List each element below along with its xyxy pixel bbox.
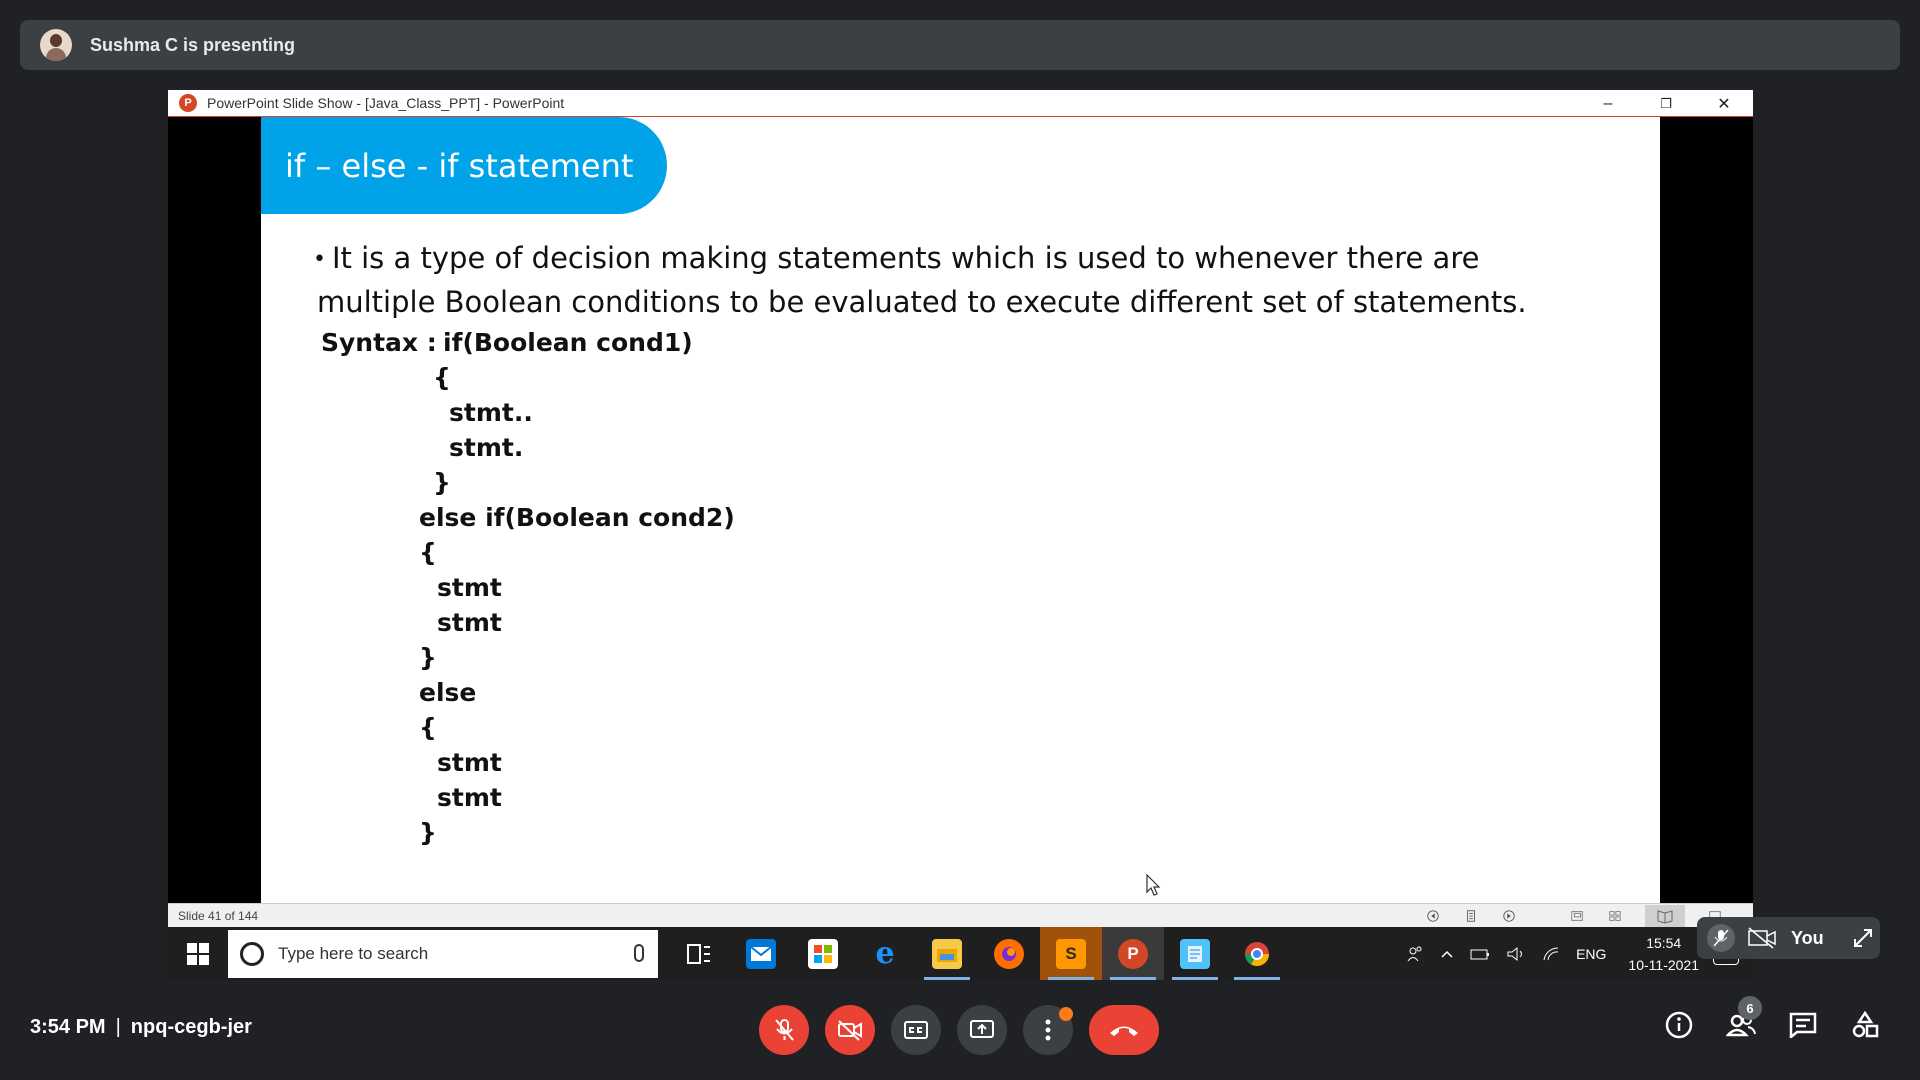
- code-stmt-2: stmt.: [449, 433, 524, 462]
- edge-app[interactable]: [854, 927, 916, 980]
- more-options-button[interactable]: [1023, 1005, 1073, 1055]
- meeting-time: 3:54 PM: [30, 1016, 106, 1038]
- folder-icon: [932, 939, 962, 969]
- ppt-titlebar: [168, 90, 1753, 117]
- bullet-mark: •: [313, 247, 326, 272]
- info-icon: [1665, 1011, 1693, 1039]
- mic-off-icon: [773, 1018, 795, 1042]
- shared-screen: [168, 90, 1753, 980]
- bullet-line-2: multiple Boolean conditions to be evaluated to execute different set of statements.: [317, 285, 1527, 319]
- restore-button[interactable]: ❐: [1660, 95, 1672, 111]
- chat-icon: [1789, 1012, 1817, 1038]
- battery-icon[interactable]: [1470, 947, 1490, 961]
- slide-title: if – else - if statement: [285, 146, 634, 185]
- next-slide-icon[interactable]: [1501, 909, 1517, 923]
- clock-time: 15:54: [1646, 934, 1682, 951]
- camera-off-icon: [1747, 926, 1777, 950]
- more-vert-icon: [1045, 1019, 1051, 1041]
- volume-icon[interactable]: [1506, 946, 1526, 962]
- meeting-info: [30, 1016, 252, 1039]
- code-stmt-5: stmt: [437, 748, 502, 777]
- task-view-icon: [687, 943, 711, 965]
- chat-button[interactable]: [1788, 1010, 1818, 1040]
- code-close-3: }: [419, 818, 437, 847]
- wifi-icon[interactable]: [1542, 946, 1560, 962]
- sublime-text-app[interactable]: [1040, 927, 1102, 980]
- reading-view-icon[interactable]: [1645, 905, 1685, 927]
- expand-icon[interactable]: [1852, 927, 1874, 949]
- self-view-tile[interactable]: [1697, 917, 1880, 959]
- taskbar-clock[interactable]: [1628, 932, 1699, 976]
- slide-title-banner: [261, 117, 667, 214]
- code-close-2: }: [419, 643, 437, 672]
- slide-counter: Slide 41 of 144: [178, 908, 259, 923]
- powerpoint-logo-icon: P: [179, 94, 197, 112]
- participants-count-badge: 6: [1738, 996, 1762, 1020]
- window-title: PowerPoint Slide Show - [Java_Class_PPT] - PowerPoint: [207, 95, 565, 111]
- mail-app[interactable]: [730, 927, 792, 980]
- powerpoint-app[interactable]: [1102, 927, 1164, 980]
- store-app[interactable]: [792, 927, 854, 980]
- bullet-paragraph: [313, 237, 1613, 323]
- mic-icon[interactable]: [634, 944, 644, 962]
- taskbar-search[interactable]: [228, 930, 658, 978]
- syntax-label: Syntax :: [321, 328, 437, 357]
- windows-logo-icon: [187, 943, 209, 965]
- clock-date: 10-11-2021: [1628, 956, 1699, 973]
- mouse-cursor-icon: [1146, 874, 1162, 896]
- ppt-statusbar: [168, 903, 1753, 927]
- notification-dot: [1059, 1007, 1073, 1021]
- minimize-button[interactable]: –: [1603, 94, 1613, 112]
- code-stmt-6: stmt: [437, 783, 502, 812]
- captions-icon: [904, 1020, 928, 1040]
- activities-button[interactable]: [1850, 1010, 1880, 1040]
- call-controls: [759, 1005, 1159, 1055]
- start-button[interactable]: [168, 927, 228, 980]
- notepad-icon: [1180, 939, 1210, 969]
- participants-button[interactable]: [1726, 1000, 1756, 1040]
- meeting-details-button[interactable]: [1664, 1010, 1694, 1040]
- code-if: if(Boolean cond1): [443, 328, 693, 357]
- store-icon: [808, 939, 838, 969]
- self-label: You: [1791, 927, 1824, 948]
- notepad-app[interactable]: [1164, 927, 1226, 980]
- leave-call-button[interactable]: [1089, 1005, 1159, 1055]
- firefox-icon: [994, 939, 1024, 969]
- slide-sorter-icon[interactable]: [1607, 909, 1623, 923]
- cortana-icon: [240, 942, 264, 966]
- close-button[interactable]: ✕: [1717, 95, 1731, 113]
- present-now-button[interactable]: [957, 1005, 1007, 1055]
- bullet-line-1: It is a type of decision making statements which is used to whenever there are: [331, 241, 1480, 275]
- camera-toggle-button[interactable]: [825, 1005, 875, 1055]
- side-panel-controls: [1664, 1000, 1880, 1040]
- firefox-app[interactable]: [978, 927, 1040, 980]
- search-placeholder: Type here to search: [278, 943, 429, 963]
- slide-menu-icon[interactable]: [1463, 909, 1479, 923]
- edge-icon: e: [875, 936, 895, 971]
- chrome-app[interactable]: [1226, 927, 1288, 980]
- code-stmt-4: stmt: [437, 608, 502, 637]
- meeting-code: npq-cegb-jer: [130, 1016, 252, 1038]
- powerpoint-icon: P: [1118, 939, 1148, 969]
- chrome-icon: [1242, 939, 1272, 969]
- task-view-button[interactable]: [668, 927, 730, 980]
- previous-slide-icon[interactable]: [1425, 909, 1441, 923]
- language-indicator[interactable]: ENG: [1576, 945, 1607, 962]
- presenter-avatar: [40, 29, 72, 61]
- code-open-1: {: [433, 363, 451, 392]
- presenting-bar: [20, 20, 1900, 70]
- present-screen-icon: [970, 1019, 994, 1041]
- slide-canvas: [261, 117, 1660, 903]
- code-open-2: {: [419, 538, 437, 567]
- activities-icon: [1851, 1011, 1879, 1039]
- mic-toggle-button[interactable]: [759, 1005, 809, 1055]
- code-else: else: [419, 678, 477, 707]
- sublime-text-icon: S: [1056, 939, 1086, 969]
- code-open-3: {: [419, 713, 437, 742]
- code-else-if: else if(Boolean cond2): [419, 503, 735, 532]
- chevron-up-icon[interactable]: [1440, 949, 1454, 959]
- hang-up-icon: [1108, 1022, 1140, 1038]
- meeting-separator: |: [115, 1016, 121, 1038]
- code-stmt-1: stmt..: [449, 398, 533, 427]
- code-stmt-3: stmt: [437, 573, 502, 602]
- captions-button[interactable]: [891, 1005, 941, 1055]
- code-close-1: }: [433, 468, 451, 497]
- mail-icon: [746, 939, 776, 969]
- camera-off-icon: [837, 1019, 863, 1041]
- normal-view-icon[interactable]: [1569, 909, 1585, 923]
- muted-mic-icon: [1707, 924, 1735, 952]
- file-explorer-app[interactable]: [916, 927, 978, 980]
- presenter-label: Sushma C is presenting: [90, 34, 296, 55]
- windows-taskbar: [168, 927, 1753, 980]
- people-icon[interactable]: [1406, 945, 1424, 963]
